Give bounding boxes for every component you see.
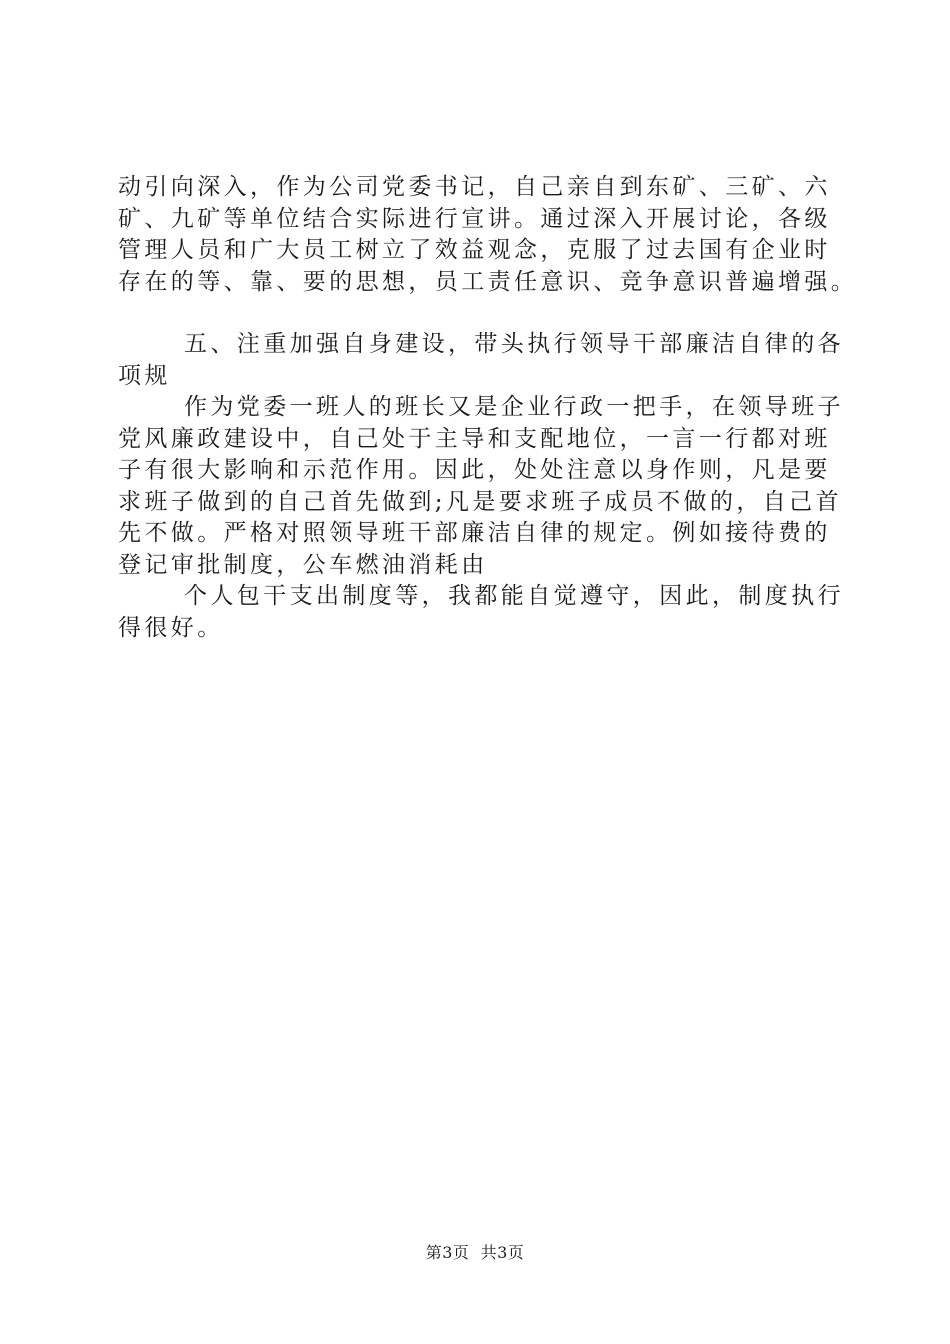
text-line: 登记审批制度，公车燃油消耗由 <box>118 551 488 578</box>
text-line: 动引向深入，作为公司党委书记，自己亲自到东矿、三矿、六 <box>118 174 831 200</box>
text-line: 管理人员和广大员工树立了效益观念，克服了过去国有企业时 <box>118 237 831 263</box>
text-line: 个人包干支出制度等，我都能自觉遵守，因此，制度执行 <box>184 583 844 609</box>
heading-line: 五、注重加强自身建设，带头执行领导干部廉洁自律的各 <box>184 331 844 357</box>
section-heading-5 <box>118 329 844 392</box>
text-line: 存在的等、靠、要的思想，员工责任意识、竞争意识普遍增强。 <box>118 268 858 295</box>
text-line: 作为党委一班人的班长又是企业行政一把手，在领导班子 <box>184 394 844 420</box>
text-line: 先不做。严格对照领导班干部廉洁自律的规定。例如接待费的 <box>118 520 831 546</box>
page-total: 共3页 <box>480 1243 525 1262</box>
heading-line: 项规 <box>118 362 171 389</box>
paragraph-1 <box>118 172 858 298</box>
page-number: 第3页 <box>425 1243 470 1262</box>
footer-separator <box>469 1243 480 1262</box>
text-line: 得很好。 <box>118 614 224 641</box>
paragraph-2 <box>118 392 844 581</box>
text-line: 党风廉政建设中，自己处于主导和支配地位，一言一行都对班 <box>118 425 831 452</box>
text-line: 矿、九矿等单位结合实际进行宣讲。通过深入开展讨论，各级 <box>118 205 831 232</box>
paragraph-3 <box>118 581 844 644</box>
document-body <box>118 172 858 644</box>
text-line: 求班子做到的自己首先做到;凡是要求班子成员不做的，自己首 <box>118 488 842 515</box>
text-line: 子有很大影响和示范作用。因此，处处注意以身作则，凡是要 <box>118 457 831 483</box>
paragraph-spacer <box>118 298 838 329</box>
page-footer <box>0 1243 950 1263</box>
